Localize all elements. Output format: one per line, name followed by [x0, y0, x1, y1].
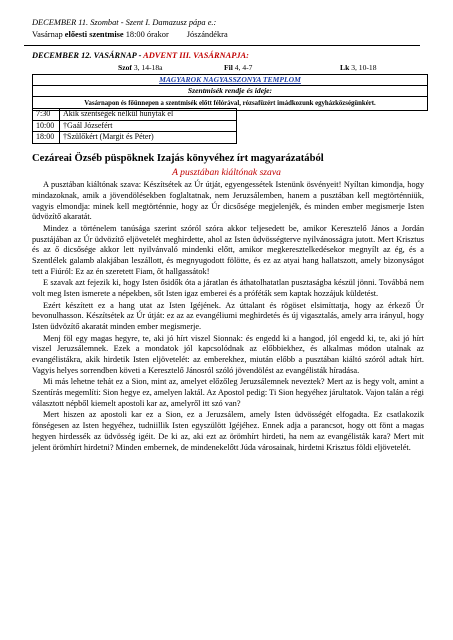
reading-2-ref: 4, 4-7 — [232, 63, 253, 72]
schedule-title: Szentmisék rendje és ideje: — [33, 86, 427, 97]
reading-3 — [340, 63, 377, 72]
mass-time-cell: 10:00 — [33, 120, 60, 132]
mass-type: előesti szentmise — [64, 30, 124, 39]
mass-intention-cell: Akik szentségek nélkül hunytak el — [60, 109, 237, 121]
article-body — [32, 180, 424, 454]
mass-prefix: Vasárnap — [32, 30, 65, 39]
table-row — [33, 109, 237, 121]
paragraph: E szavak azt fejezik ki, hogy Isten ősidők óta a járatlan és áthatolhatatlan pusztaságba készül jönni. Továbbá nem volt meg Isten ismerete a népekben, sőt Isten igaz emberei és a próféták sem kaptak hozzájuk küldetést. — [32, 278, 424, 299]
day1-mass-line — [32, 30, 228, 39]
day2-title-feast: ADVENT III. VASÁRNAPJA: — [143, 51, 249, 60]
reading-2-book: Fil — [224, 63, 233, 72]
paragraph: Menj föl egy magas hegyre, te, aki jó hírt viszel Sionnak: és engedd ki a hangod, jól engedd ki, te, aki jó hírt viszel Jeruzsálemnek. Ezek a mondatok jól kapcsolódnak az előbbiekhez, és alkalmas módon utalnak az evangélistákra, akik hirdetik Isten eljövetelét: az emberekhez, miután előbb a pusztában kiáltó szóról adtak hírt. Vagyis helyes sorrendben követi a Keresztelő Jánosról szóló jövendölést az evangélisták híradása. — [32, 333, 424, 375]
article-subtitle: A pusztában kiáltónak szava — [172, 167, 281, 178]
paragraph: Mindez a történelem tanúsága szerint szóról szóra akkor teljesedett be, amikor Keresztelő János a Jordán pusztájában az Úr üdvözítő eljövetelét meghirdette, ahol az Isten üdvösségterve nyilvánosságra jutott. Mert Krisztus és az ő dicsősége akkor lett nyilvánvaló mindenki előtt, amikor megkeresztelkedésekor megnyílt az ég, és a Szentlélek galamb alakjában leszállott, és megnyugodott fölötte, és ez az atyai hang hallatszott, amely bizonyságot tett a Fiúról: Ez az én szeretett Fiam, őt hallgassátok! — [32, 223, 424, 276]
schedule-box — [32, 74, 428, 111]
church-name: MAGYAROK NAGYASSZONYA TEMPLOM — [33, 75, 427, 86]
table-row — [33, 120, 237, 132]
paragraph: Mi más lehetne tehát ez a Sion, mint az, amelyet előzőleg Jeruzsálemnek neveztek? Mert az is hegy volt, amint a Szentírás megemlíti: Sion hegye ez, amelyen laktál. Az Apostol pedig: Ti Sion hegyéhez járultatok. Vajon talán a régi választott népből kiemelt apostoli kar az, amelyről itt szó van? — [32, 377, 424, 408]
day1-title: DECEMBER 11. Szombat - Szent I. Damazusz pápa e.: — [32, 18, 217, 27]
reading-3-ref: 3, 10-18 — [349, 63, 377, 72]
paragraph: A pusztában kiáltónak szava: Készítsétek az Úr útját, egyengessétek Istenünk ösvényeit! Nyíltan kimondja, hogy mindazoknak, amik a jövendölésekben foglaltatnak, nem Jeruzsálemben, hanem a pusztában kell megtörténniük, vagyis elmondja: minek kell megtörténnie, hogy az Úr dicsősége megjelenjék, és minden ember megismerje Isten üdvözítő akaratát. — [32, 180, 424, 222]
article-title: Cezáreai Özséb püspöknek Izajás könyvéhez írt magyarázatából — [32, 153, 324, 164]
mass-intention: Jószándékra — [186, 30, 228, 39]
day2-title — [32, 51, 249, 60]
reading-3-book: Lk — [340, 63, 350, 72]
table-row — [33, 132, 237, 144]
mass-time: 18:00 órakor — [123, 30, 169, 39]
reading-1-ref: 3, 14-18a — [131, 63, 163, 72]
reading-2 — [224, 63, 252, 72]
mass-intention-cell: †Szülőkért (Margit és Péter) — [60, 132, 237, 144]
reading-1-book: Szof — [118, 63, 132, 72]
rosary-note: Vasárnapon és főünnepen a szentmisék előtt félórával, rózsafüzért imádkozunk egyházközségünkért. — [84, 100, 376, 107]
divider — [24, 45, 420, 46]
mass-intention-cell: †Gaál Józsefért — [60, 120, 237, 132]
day2-title-date: DECEMBER 12. VASÁRNAP - — [32, 51, 144, 60]
paragraph: Mert hiszen az apostoli kar ez a Sion, ez a Jeruzsálem, amely Isten üdvösségét elfogadta. Ez csatlakozik fönségesen az Isten hegyéhez, tudniillik Isten egyszülött Igéjéhez. Ennek adja a parancsot, hogy ott fönt a magas hegyen hirdessék az üdvösség igéit. De ki az, aki ezt az örömhírt hirdeti, ha nem az evangélisták kara? Mert mit jelent örömhírt hirdetni? Minden embernek, de mindenekelőtt Júda városainak, hirdetni Krisztus földi eljövetelét. — [32, 410, 424, 452]
reading-1 — [118, 63, 163, 72]
paragraph: Ezért készített ez a hang utat az Isten Igéjének. Az úttalant és rögöset elsimíttatja, hogy az érkező Úr bevonulhasson. Készítsétek az Úr útját: ez az az evangéliumi meghirdetés és új vigasztalás, amely arra irányul, hogy Isten üdvözítő akaratát minden ember megismerje. — [32, 300, 424, 332]
mass-time-cell: 7:30 — [33, 109, 60, 121]
mass-time-cell: 18:00 — [33, 132, 60, 144]
mass-table — [32, 108, 237, 144]
